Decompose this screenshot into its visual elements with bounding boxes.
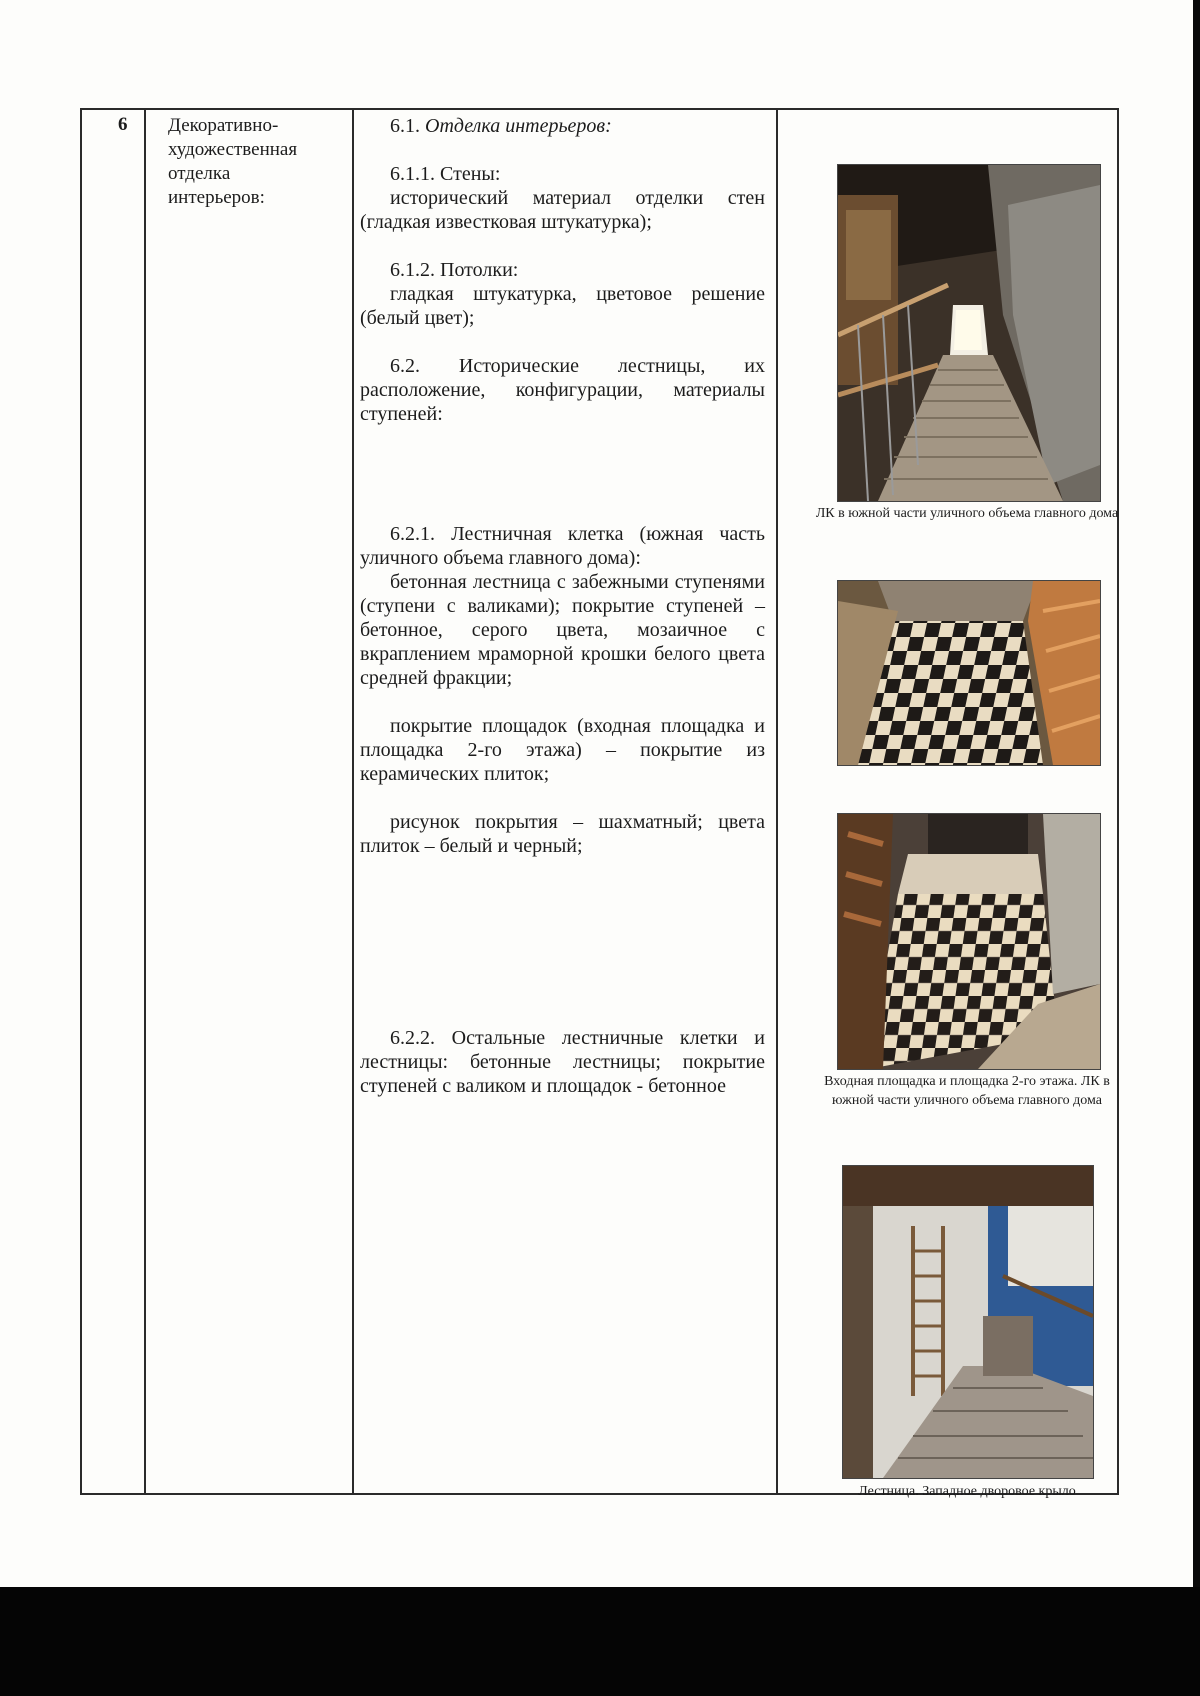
staircases-heading: 6.2. Исторические лестницы, их расположение, конфигурации, материалы ступеней:: [360, 355, 765, 425]
photo-checkerboard-landing-image: [838, 581, 1100, 765]
section-6-1-heading: [360, 114, 765, 138]
section-6-1-number: 6.1.: [390, 115, 420, 137]
photo-stairwell-image: [838, 165, 1100, 501]
photo-stairwell: [837, 164, 1101, 502]
section-6-1-title: Отделка интерьеров:: [425, 115, 612, 137]
photo-entrance-landing: [837, 813, 1101, 1070]
row-number: 6: [118, 114, 128, 135]
description-cell: [360, 114, 765, 1098]
photo-west-wing-staircase: [842, 1165, 1094, 1479]
caption-photo-entrance-landing: Входная площадка и площадка 2-го этажа. ЛК в южной части уличного объема главного дома: [824, 1074, 1110, 1108]
landings-covering: покрытие площадок (входная площадка и площадка 2-го этажа) – покрытие из керамических плиток;: [360, 715, 765, 785]
column-divider-1: [144, 110, 146, 1493]
column-divider-3: [776, 110, 778, 1493]
staircase-south-heading: 6.2.1. Лестничная клетка (южная часть уличного объема главного дома):: [360, 523, 765, 569]
tile-pattern: рисунок покрытия – шахматный; цвета плиток – белый и черный;: [360, 811, 765, 857]
heritage-table: [80, 108, 1119, 1499]
row-name-line: интерьеров:: [168, 187, 265, 208]
photo-west-wing-staircase-image: [843, 1166, 1093, 1478]
staircase-south-body: бетонная лестница с забежными ступенями (ступени с валиками); покрытие ступеней – бетонное, серого цвета, мозаичное с вкраплением мраморной крошки белого цвета средней фракции;: [360, 571, 765, 689]
scan-edge-right: [1193, 0, 1200, 1587]
scan-edge-bottom: [0, 1587, 1200, 1696]
row-name-line: отделка: [168, 163, 231, 184]
photo-checkerboard-landing: [837, 580, 1101, 766]
caption-photo-west-wing-staircase: Лестница. Западное дворовое крыло: [858, 1484, 1076, 1499]
column-divider-2: [352, 110, 354, 1493]
caption-photo-stairwell: ЛК в южной части уличного объема главного дома: [815, 506, 1119, 521]
walls-body: исторический материал отделки стен (гладкая известковая штукатурка);: [360, 187, 765, 233]
walls-heading: 6.1.1. Стены:: [390, 163, 501, 185]
ceilings-heading: 6.1.2. Потолки:: [390, 259, 519, 281]
row-name-line: Декоративно-: [168, 115, 279, 136]
row-name: [168, 114, 348, 210]
photo-entrance-landing-image: [838, 814, 1100, 1069]
other-staircases: 6.2.2. Остальные лестничные клетки и лестницы: бетонные лестницы; покрытие ступеней с валиком и площадок - бетонное: [360, 1027, 765, 1097]
row-name-line: художественная: [168, 139, 298, 160]
ceilings-body: гладкая штукатурка, цветовое решение (белый цвет);: [360, 283, 765, 329]
